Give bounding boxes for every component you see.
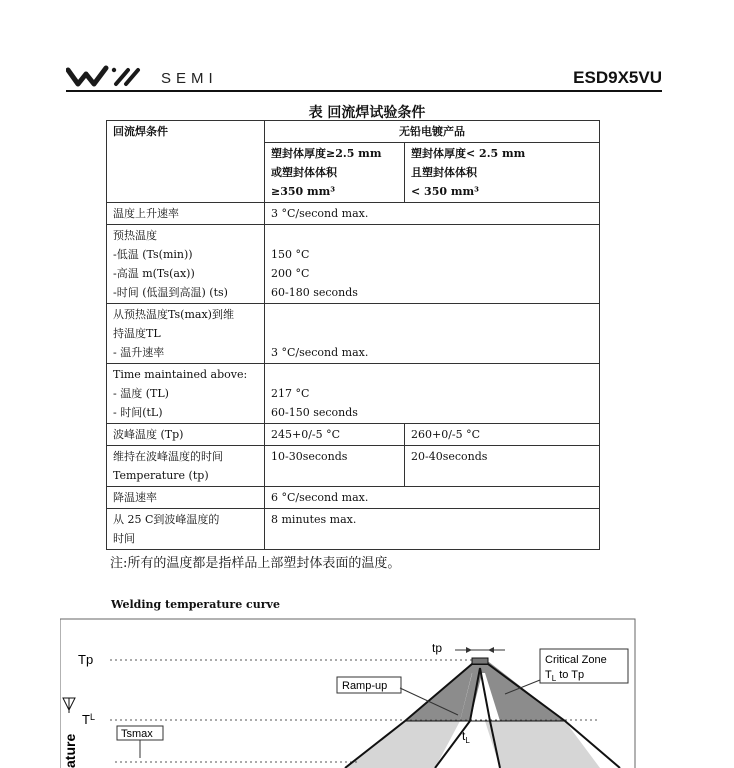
light-zone bbox=[345, 721, 460, 768]
header-rule bbox=[66, 90, 662, 92]
subheader-thin: 塑封体厚度< 2.5 mm 且塑封体体积 < 350 mm³ bbox=[405, 143, 600, 203]
table-row: 预热温度 -低温 (Ts(min)) -高温 m(Ts(ax)) -时间 (低温到高温) (ts) 150 °C 200 °C 60-180 seconds bbox=[107, 225, 600, 304]
table-row: 降温速率 6 °C/second max. bbox=[107, 487, 600, 509]
tsmax-label: Tsmax bbox=[121, 728, 153, 740]
table-row: 波峰温度 (Tp) 245+0/-5 °C 260+0/-5 °C bbox=[107, 424, 600, 446]
table-caption: 表 回流焊试验条件 bbox=[308, 105, 426, 121]
table-row: 从 25 C到波峰温度的 时间 8 minutes max. bbox=[107, 509, 600, 550]
tp-bar bbox=[472, 658, 488, 664]
header-lead-free: 无铅电镀产品 bbox=[265, 121, 600, 143]
header-reflow-condition: 回流焊条件 bbox=[107, 121, 265, 203]
reflow-profile-figure bbox=[60, 618, 640, 768]
critical-zone-label: Critical Zone bbox=[545, 654, 607, 666]
table-header-row bbox=[107, 121, 600, 143]
reflow-conditions-table bbox=[106, 120, 600, 550]
brand-text: SEMI bbox=[161, 70, 218, 87]
subheader-thick: 塑封体厚度≥2.5 mm 或塑封体体积 ≥350 mm³ bbox=[265, 143, 405, 203]
page-header bbox=[66, 64, 662, 92]
table-row: Time maintained above: - 温度 (TL) - 时间(tL) 217 °C 60-150 seconds bbox=[107, 364, 600, 424]
critical-zone-range: $T_L$ to Tp bbox=[545, 669, 585, 683]
ramp-up-label: Ramp-up bbox=[342, 680, 388, 692]
will-semi-logo bbox=[66, 64, 156, 88]
light-zone-right bbox=[485, 721, 600, 768]
table-row: 维持在波峰温度的时间 Temperature (tp) 10-30seconds 20-40seconds bbox=[107, 446, 600, 487]
temperature-note: 注:所有的温度都是指样品上部塑封体表面的温度。 bbox=[110, 556, 401, 571]
tl-axis-label: $T^L$ bbox=[82, 712, 95, 727]
tl-time-label: $t_L$ bbox=[462, 729, 470, 745]
tp-width-label: tp bbox=[432, 641, 443, 655]
table-row: 从预热温度Ts(max)到维 持温度TL - 温升速率 3 °C/second max. bbox=[107, 304, 600, 364]
tp-axis-label: Tp bbox=[78, 652, 94, 667]
curve-title: Welding temperature curve bbox=[111, 598, 280, 611]
temperature-axis-label: ature bbox=[62, 733, 78, 768]
part-number: ESD9X5VU bbox=[573, 68, 662, 87]
table-row: 温度上升速率 3 °C/second max. bbox=[107, 203, 600, 225]
